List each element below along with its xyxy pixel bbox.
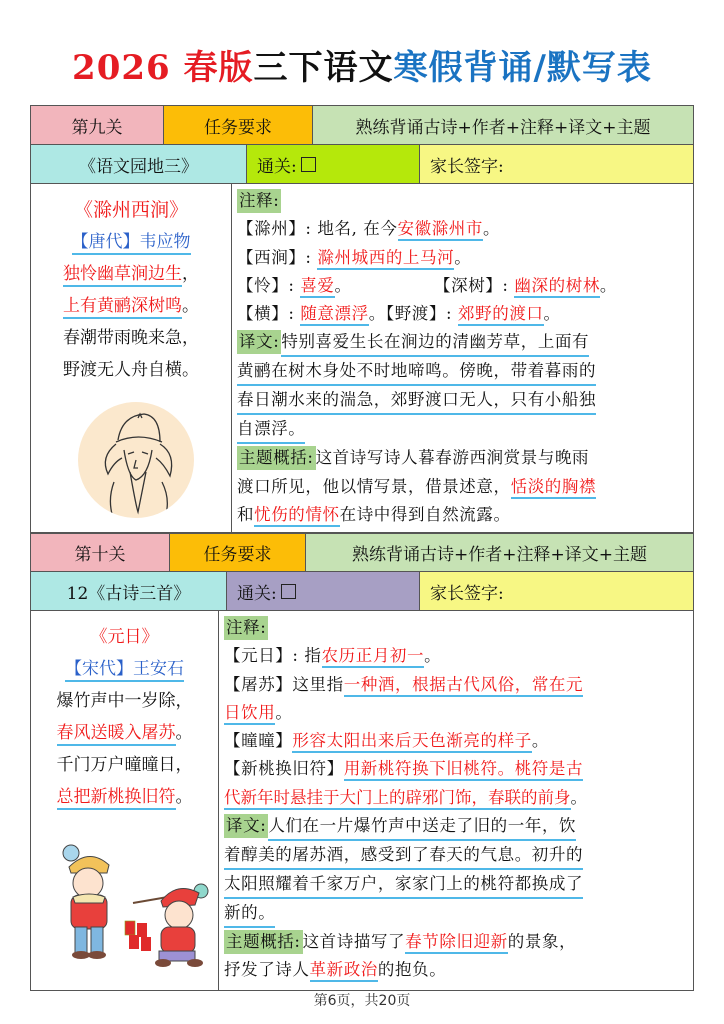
translation-line-4: 新的。	[224, 899, 693, 928]
parent-signature-field[interactable]	[420, 572, 693, 610]
theme-line-1: 主题概括: 这首诗写诗人暮春游西涧赏景与晚雨	[237, 444, 693, 472]
theme-line-2: 渡口所见，他以情写景，借景述意，恬淡的胸襟	[237, 473, 693, 501]
poem-column	[31, 611, 219, 991]
poem-author-line	[31, 653, 218, 685]
translation-heading: 译文:	[237, 330, 281, 354]
parent-sign-label: 家长签字:	[430, 156, 504, 177]
theme-line-3: 和忧伤的情怀在诗中得到自然流露。	[237, 501, 693, 529]
translation-line-2: 着醇美的屠苏酒，感受到了春天的气息。初升的	[224, 841, 693, 870]
translation-line-1: 译文: 人们在一片爆竹声中送走了旧的一年，饮	[224, 812, 693, 841]
translation-line-1: 译文: 特别喜爱生长在涧边的清幽芳草，上面有	[237, 328, 693, 357]
task-label: 任务要求	[164, 106, 313, 144]
parent-sign-label: 家长签字:	[430, 583, 504, 604]
poem-line-1: 独怜幽草涧边生，	[31, 258, 231, 290]
poem-line-3: 春潮带雨晚来急，	[63, 328, 199, 348]
task-label: 任务要求	[170, 534, 306, 571]
title-year-edition: 2026 春版	[72, 48, 254, 88]
page-number: 第6页，共20页	[313, 993, 411, 1009]
note-item: 【曈曈】形容太阳出来后天色渐亮的样子。	[224, 727, 693, 755]
title-grade-subject: 三下语文	[253, 48, 394, 88]
translation-line-4: 自漂浮。	[237, 415, 693, 444]
poem-author: 王安石	[133, 659, 184, 682]
poem-column	[31, 184, 232, 534]
level-label: 第十关	[31, 534, 170, 571]
pass-checkbox-field[interactable]	[247, 145, 420, 183]
task-description: 熟练背诵古诗+作者+注释+译文+主题	[306, 534, 693, 571]
poem-line-3: 千门万户曈曈日，	[56, 755, 193, 775]
task-row	[31, 106, 693, 145]
theme-line-2: 抒发了诗人革新政治的抱负。	[224, 956, 693, 984]
task-row	[31, 533, 693, 572]
notes-heading: 注释:	[224, 614, 693, 642]
level-label: 第九关	[31, 106, 164, 144]
pass-checkbox[interactable]	[301, 157, 316, 172]
poem-dynasty: 【宋代】	[65, 659, 133, 682]
notes-heading: 注释:	[237, 187, 693, 215]
note-item-pair: 【怜】: 喜爱。 【深树】: 幽深的树林。	[237, 272, 693, 300]
translation-line-2: 黄鹂在树木身处不时地啼鸣。傍晚，带着暮雨的	[237, 357, 693, 386]
note-item-pair: 【横】: 随意漂浮。【野渡】: 郊野的渡口。	[237, 300, 693, 328]
poem-line-1: 爆竹声中一岁除，	[56, 691, 193, 711]
status-row	[31, 572, 693, 611]
status-row	[31, 145, 693, 184]
poem-body	[31, 184, 693, 534]
poem-author-line	[31, 226, 231, 258]
note-item-cont: 日饮用。	[224, 699, 693, 727]
pass-label: 通关:	[237, 583, 277, 604]
theme-heading: 主题概括:	[224, 930, 303, 954]
poet-portrait-image	[78, 402, 194, 518]
lesson-name: 12《古诗三首》	[31, 572, 227, 610]
note-item: 【西涧】: 滁州城西的上马河。	[237, 244, 693, 272]
poem-line-2: 春风送暖入屠苏。	[31, 717, 218, 749]
translation-line-3: 春日潮水来的湍急，郊野渡口无人，只有小船独	[237, 386, 693, 415]
page-title	[0, 44, 724, 92]
poem-body	[31, 611, 693, 991]
theme-line-1: 主题概括: 这首诗描写了春节除旧迎新的景象，	[224, 928, 693, 956]
task-description: 熟练背诵古诗+作者+注释+译文+主题	[313, 106, 693, 144]
note-item: 【新桃换旧符】用新桃符换下旧桃符。桃符是古	[224, 755, 693, 783]
note-item-cont: 代新年时悬挂于大门上的辟邪门饰，春联的前身。	[224, 784, 693, 812]
notes-column	[232, 184, 693, 534]
note-item: 【滁州】: 地名, 在今安徽滁州市。	[237, 215, 693, 243]
note-item: 【元日】: 指农历正月初一。	[224, 642, 693, 670]
poet-portrait-icon	[78, 402, 194, 518]
pass-checkbox[interactable]	[281, 584, 296, 599]
section-level-9	[30, 105, 694, 533]
poem-dynasty: 【唐代】	[72, 232, 140, 255]
poem-line-2: 上有黄鹂深树鸣。	[31, 290, 231, 322]
section-level-10	[30, 533, 694, 991]
title-sheet-name: 寒假背诵/默写表	[393, 48, 652, 88]
children-firecrackers-icon	[41, 831, 211, 971]
poem-line-4: 总把新桃换旧符。	[31, 781, 218, 813]
parent-signature-field[interactable]	[420, 145, 693, 183]
poem-author: 韦应物	[140, 232, 191, 255]
translation-heading: 译文:	[224, 814, 268, 838]
theme-heading: 主题概括:	[237, 446, 316, 470]
note-item: 【屠苏】这里指一种酒，根据古代风俗，常在元	[224, 671, 693, 699]
poem-title: 《滁州西涧》	[73, 199, 188, 221]
poem-line-4: 野渡无人舟自横。	[63, 360, 199, 380]
pass-label: 通关:	[257, 156, 297, 177]
notes-column	[219, 611, 693, 991]
children-firecrackers-image	[41, 831, 211, 971]
pass-checkbox-field[interactable]	[227, 572, 420, 610]
lesson-name: 《语文园地三》	[31, 145, 247, 183]
poem-title: 《元日》	[90, 627, 159, 647]
translation-line-3: 太阳照耀着千家万户，家家门上的桃符都换成了	[224, 870, 693, 899]
